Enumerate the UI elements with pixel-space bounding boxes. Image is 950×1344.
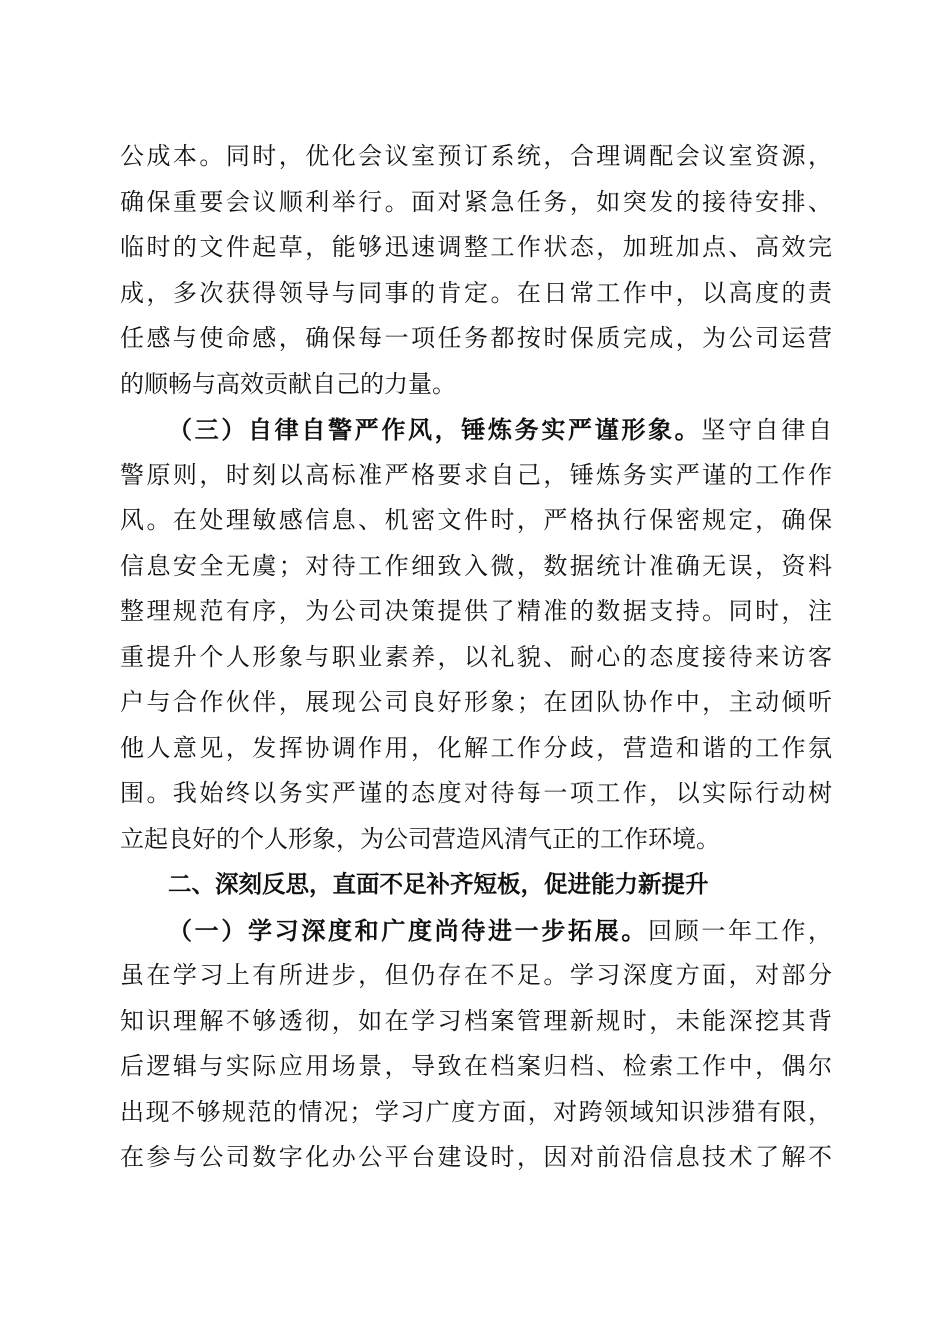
text-line: 的顺畅与高效贡献自己的力量。 bbox=[120, 369, 456, 398]
text-line: 虽在学习上有所进步，但仍存在不足。学习深度方面，对部分 bbox=[120, 961, 832, 989]
text-line: 户与合作伙伴，展现公司良好形象；在团队协作中，主动倾听 bbox=[120, 688, 832, 716]
text-line: 成，多次获得领导与同事的肯定。在日常工作中，以高度的责 bbox=[120, 278, 832, 307]
paragraph-lead: （三）自律自警严作风，锤炼务实严谨形象。 bbox=[168, 415, 702, 444]
paragraph-office-costs bbox=[120, 134, 832, 407]
text-span: 坚守自律自 bbox=[701, 416, 833, 444]
text-line: 出现不够规范的情况；学习广度方面，对跨领域知识涉猎有限， bbox=[120, 1097, 832, 1126]
text-line: 临时的文件起草，能够迅速调整工作状态，加班加点、高效完 bbox=[120, 233, 832, 261]
text-line: 任感与使命感，确保每一项任务都按时保质完成，为公司运营 bbox=[120, 324, 832, 352]
text-line bbox=[120, 908, 832, 954]
text-line: 重提升个人形象与职业素养，以礼貌、耐心的态度接待来访客 bbox=[120, 642, 832, 671]
text-line: 风。在处理敏感信息、机密文件时，严格执行保密规定，确保 bbox=[120, 506, 832, 534]
text-line: 确保重要会议顺利举行。面对紧急任务，如突发的接待安排、 bbox=[120, 187, 832, 216]
document-body bbox=[120, 134, 832, 1181]
text-line: 警原则，时刻以高标准严格要求自己，锤炼务实严谨的工作作 bbox=[120, 460, 832, 489]
text-line: 整理规范有序，为公司决策提供了精准的数据支持。同时，注 bbox=[120, 597, 832, 625]
text-span: 回顾一年工作， bbox=[648, 916, 832, 945]
section-heading: 二、深刻反思，直面不足补齐短板，促进能力新提升 bbox=[168, 870, 709, 898]
text-line: 在参与公司数字化办公平台建设时，因对前沿信息技术了解不 bbox=[120, 1143, 832, 1171]
text-line: 信息安全无虞；对待工作细致入微，数据统计准确无误，资料 bbox=[120, 551, 832, 580]
text-line: 后逻辑与实际应用场景，导致在档案归档、检索工作中，偶尔 bbox=[120, 1052, 832, 1080]
paragraph-lead: （一）学习深度和广度尚待进一步拓展。 bbox=[168, 915, 648, 945]
text-line bbox=[120, 407, 832, 453]
text-line: 他人意见，发挥协调作用，化解工作分歧，营造和谐的工作氛 bbox=[120, 733, 832, 762]
paragraph-self-discipline bbox=[120, 407, 832, 862]
text-line: 立起良好的个人形象，为公司营造风清气正的工作环境。 bbox=[120, 824, 720, 853]
text-line: 围。我始终以务实严谨的态度对待每一项工作，以实际行动树 bbox=[120, 779, 832, 807]
text-line: 公成本。同时，优化会议室预订系统，合理调配会议室资源， bbox=[120, 142, 832, 170]
text-line: 知识理解不够透彻，如在学习档案管理新规时，未能深挖其背 bbox=[120, 1006, 832, 1035]
paragraph-learning-depth bbox=[120, 908, 832, 1181]
